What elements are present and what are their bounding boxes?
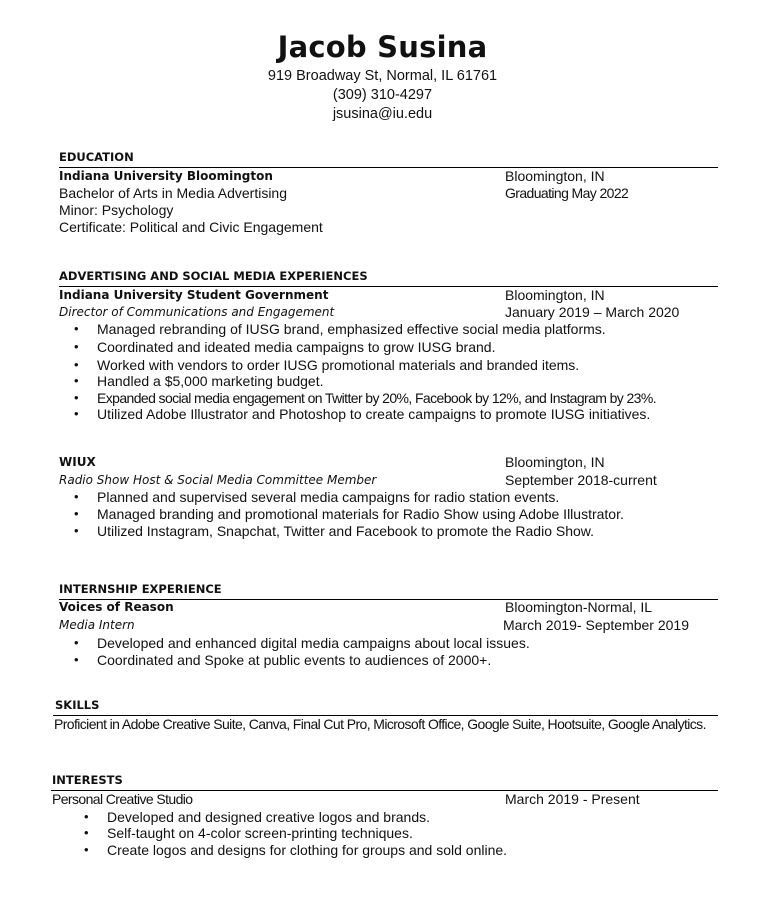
resume-name: Jacob Susina bbox=[277, 30, 488, 64]
bullet-marker: • bbox=[74, 652, 79, 667]
wiux-bullet: Managed branding and promotional materials for Radio Show using Adobe Illustrator. bbox=[97, 506, 624, 522]
advertising-bullet: Handled a $5,000 marketing budget. bbox=[97, 373, 324, 389]
contact-phone: (309) 310-4297 bbox=[332, 87, 433, 103]
interests-section-title: INTERESTS bbox=[52, 773, 123, 787]
advertising-bullet: Utilized Adobe Illustrator and Photoshop to create campaigns to promote IUSG initiatives. bbox=[97, 406, 651, 422]
education-divider bbox=[59, 167, 718, 168]
wiux-role: Radio Show Host & Social Media Committee Member bbox=[59, 473, 377, 487]
advertising-org: Indiana University Student Government bbox=[59, 288, 329, 302]
bullet-marker: • bbox=[74, 321, 79, 336]
advertising-bullet: Worked with vendors to order IUSG promotional materials and branded items. bbox=[97, 357, 580, 373]
education-location: Bloomington, IN bbox=[505, 168, 605, 184]
bullet-marker: • bbox=[74, 390, 79, 405]
advertising-divider bbox=[59, 286, 718, 287]
advertising-bullet: Expanded social media engagement on Twitter by 20%, Facebook by 12%, and Instagram by 23%. bbox=[97, 390, 656, 406]
advertising-section-title: ADVERTISING AND SOCIAL MEDIA EXPERIENCES bbox=[59, 269, 368, 283]
wiux-bullet: Utilized Instagram, Snapchat, Twitter and Facebook to promote the Radio Show. bbox=[97, 523, 595, 539]
skills-section-title: SKILLS bbox=[55, 698, 100, 712]
advertising-dates: January 2019 – March 2020 bbox=[505, 304, 680, 320]
contact-email: jsusina@iu.edu bbox=[332, 106, 433, 122]
bullet-marker: • bbox=[74, 339, 79, 354]
interests-org: Personal Creative Studio bbox=[52, 791, 193, 807]
education-graduation: Graduating May 2022 bbox=[505, 185, 629, 201]
advertising-role: Director of Communications and Engagement bbox=[59, 305, 335, 319]
bullet-marker: • bbox=[74, 506, 79, 521]
interests-bullet: Developed and designed creative logos and brands. bbox=[107, 809, 431, 825]
education-minor: Minor: Psychology bbox=[59, 202, 174, 218]
bullet-marker: • bbox=[74, 489, 79, 504]
interests-bullet: Create logos and designs for clothing for groups and sold online. bbox=[107, 842, 508, 858]
bullet-marker: • bbox=[74, 635, 79, 650]
internship-bullet: Coordinated and Spoke at public events to audiences of 2000+. bbox=[97, 652, 492, 668]
bullet-marker: • bbox=[84, 842, 89, 857]
bullet-marker: • bbox=[74, 357, 79, 372]
wiux-bullet: Planned and supervised several media campaigns for radio station events. bbox=[97, 489, 560, 505]
education-certificate: Certificate: Political and Civic Engagement bbox=[59, 219, 323, 235]
internship-section-title: INTERNSHIP EXPERIENCE bbox=[59, 582, 222, 596]
interests-dates: March 2019 - Present bbox=[505, 791, 640, 807]
internship-location: Bloomington-Normal, IL bbox=[505, 599, 653, 615]
bullet-marker: • bbox=[84, 809, 89, 824]
internship-role: Media Intern bbox=[59, 618, 135, 632]
bullet-marker: • bbox=[74, 373, 79, 388]
skills-text: Proficient in Adobe Creative Suite, Canva, Final Cut Pro, Microsoft Office, Google Suite, Hootsuite, Google Analytics. bbox=[54, 716, 706, 732]
internship-dates: March 2019- September 2019 bbox=[503, 617, 689, 633]
education-school: Indiana University Bloomington bbox=[59, 169, 273, 183]
advertising-location: Bloomington, IN bbox=[505, 287, 605, 303]
wiux-dates: September 2018-current bbox=[505, 472, 657, 488]
contact-address: 919 Broadway St, Normal, IL 61761 bbox=[267, 68, 498, 84]
education-degree: Bachelor of Arts in Media Advertising bbox=[59, 185, 288, 201]
advertising-bullet: Coordinated and ideated media campaigns to grow IUSG brand. bbox=[97, 339, 496, 355]
internship-org: Voices of Reason bbox=[59, 600, 174, 614]
advertising-bullet: Managed rebranding of IUSG brand, emphasized effective social media platforms. bbox=[97, 321, 606, 337]
bullet-marker: • bbox=[74, 406, 79, 421]
internship-bullet: Developed and enhanced digital media campaigns about local issues. bbox=[97, 635, 530, 651]
wiux-location: Bloomington, IN bbox=[505, 454, 605, 470]
wiux-org: WIUX bbox=[59, 455, 96, 469]
interests-bullet: Self-taught on 4-color screen-printing techniques. bbox=[107, 825, 413, 841]
bullet-marker: • bbox=[74, 523, 79, 538]
education-section-title: EDUCATION bbox=[59, 150, 134, 164]
bullet-marker: • bbox=[84, 825, 89, 840]
